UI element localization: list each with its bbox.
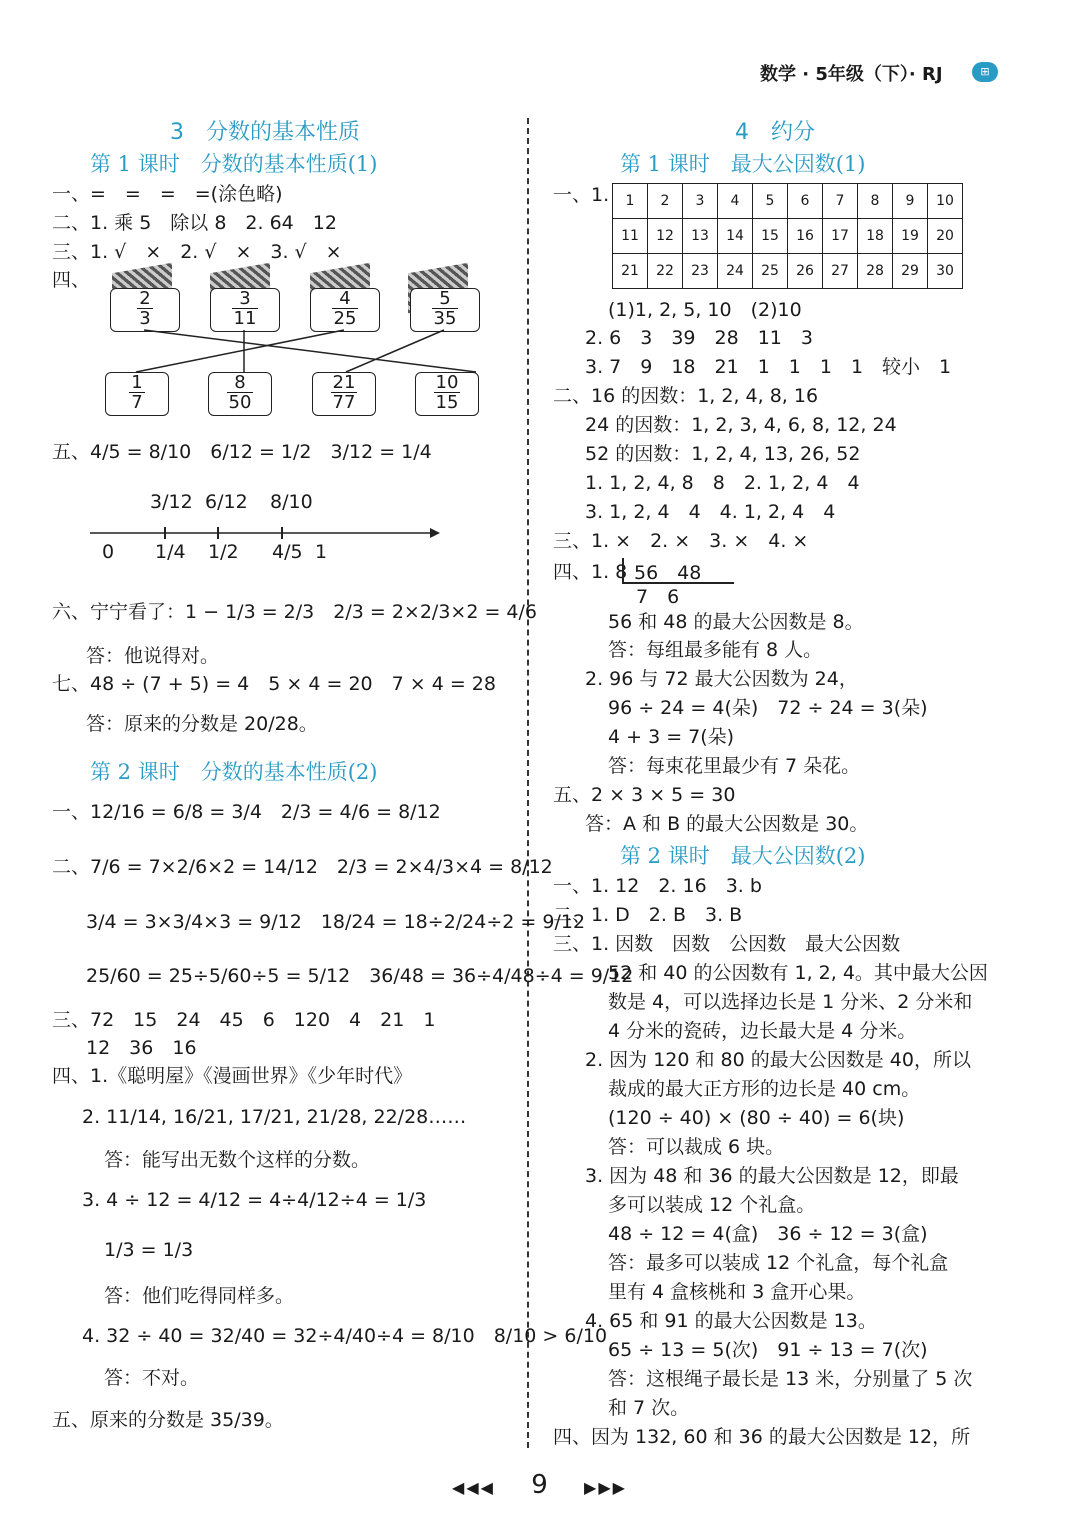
answer-line: 和 7 次。 bbox=[608, 1397, 690, 1419]
grid-cell: 21 bbox=[613, 254, 648, 289]
answer-line: 五、4/5 = 8/10 6/12 = 1/2 3/12 = 1/4 bbox=[52, 441, 432, 463]
answer-line: 1. 1, 2, 4, 8 8 2. 1, 2, 4 4 bbox=[585, 472, 860, 494]
answer-line: 3. 4 ÷ 12 = 4/12 = 4÷4/12÷4 = 1/3 bbox=[82, 1189, 427, 1211]
numerator: 1 bbox=[131, 372, 143, 393]
answer-line: 五、2 × 3 × 5 = 30 bbox=[553, 784, 736, 806]
answer-line: 三、1. × 2. × 3. × 4. × bbox=[553, 530, 809, 552]
grid-cell: 17 bbox=[823, 219, 858, 254]
answer-line: 三、1. √ × 2. √ × 3. √ × bbox=[52, 241, 342, 263]
answer-line: 四、1. 8 bbox=[553, 561, 628, 583]
answer-line: 答：不对。 bbox=[104, 1367, 200, 1389]
answer-line: 1/3 = 1/3 bbox=[104, 1239, 194, 1261]
short-division: 56 48 bbox=[622, 558, 734, 584]
grid-cell: 28 bbox=[858, 254, 893, 289]
grid-cell: 29 bbox=[893, 254, 928, 289]
grid-cell: 13 bbox=[683, 219, 718, 254]
denominator: 7 bbox=[131, 392, 143, 413]
answer-line: 答：可以裁成 6 块。 bbox=[608, 1136, 785, 1158]
numerator: 8 bbox=[227, 373, 254, 393]
answer-line: 2. 96 与 72 最大公因数为 24， bbox=[585, 668, 858, 690]
grid-cell: 25 bbox=[753, 254, 788, 289]
fraction-card bbox=[105, 372, 169, 416]
grid-cell: 15 bbox=[753, 219, 788, 254]
grid-cell: 6 bbox=[788, 184, 823, 219]
answer-line: 一、12/16 = 6/8 = 3/4 2/3 = 4/6 = 8/12 bbox=[52, 801, 441, 823]
denominator: 25 bbox=[333, 308, 357, 329]
numerator: 10 bbox=[435, 372, 459, 393]
answer-line: 25/60 = 25÷5/60÷5 = 5/12 36/48 = 36÷4/48÷4 = 9/12 bbox=[86, 965, 634, 987]
answer-line: 52 的因数：1, 2, 4, 13, 26, 52 bbox=[585, 443, 861, 465]
lesson-title: 第 2 课时 最大公因数(2) bbox=[620, 844, 866, 868]
section-title-left: 3 分数的基本性质 bbox=[170, 120, 360, 145]
lesson-title: 第 1 课时 分数的基本性质(1) bbox=[90, 152, 378, 176]
answer-line: 65 ÷ 13 = 5(次) 91 ÷ 13 = 7(次) bbox=[608, 1339, 928, 1361]
answer-line: 裁成的最大正方形的边长是 40 cm。 bbox=[608, 1078, 921, 1100]
answer-line: 二、16 的因数：1, 2, 4, 8, 16 bbox=[553, 385, 819, 407]
column-divider bbox=[527, 118, 529, 1448]
number-line-label: 1 bbox=[315, 541, 328, 563]
answer-line: 四、1.《聪明屋》《漫画世界》《少年时代》 bbox=[52, 1065, 413, 1087]
answer-line: (1)1, 2, 5, 10 (2)10 bbox=[608, 299, 802, 321]
answer-line: 二、1. 乘 5 除以 8 2. 64 12 bbox=[52, 212, 337, 234]
grid-cell: 14 bbox=[718, 219, 753, 254]
grid-cell: 27 bbox=[823, 254, 858, 289]
answer-line: 答：A 和 B 的最大公因数是 30。 bbox=[585, 813, 869, 835]
answer-line: 答：最多可以装成 12 个礼盒，每个礼盒 bbox=[608, 1252, 949, 1274]
numerator: 4 bbox=[332, 289, 359, 309]
grid-cell: 7 bbox=[823, 184, 858, 219]
answer-line: 答：原来的分数是 20/28。 bbox=[86, 713, 318, 735]
answer-line: 四、 bbox=[52, 269, 91, 291]
number-line-top-label: 6/12 bbox=[205, 491, 248, 513]
answer-line: 52 和 40 的公因数有 1, 2, 4。其中最大公因 bbox=[608, 962, 988, 984]
answer-line: 56 和 48 的最大公因数是 8。 bbox=[608, 611, 864, 633]
fraction-card bbox=[415, 372, 479, 416]
grid-cell: 9 bbox=[893, 184, 928, 219]
grid-cell: 3 bbox=[683, 184, 718, 219]
grid-cell: 10 bbox=[928, 184, 963, 219]
answer-line: 三、72 15 24 45 6 120 4 21 1 bbox=[52, 1009, 436, 1031]
number-line-top-label: 3/12 bbox=[150, 491, 193, 513]
answer-line: 4. 32 ÷ 40 = 32/40 = 32÷4/40÷4 = 8/10 8/10 > 6/10 bbox=[82, 1325, 608, 1347]
answer-line: 三、1. 因数 因数 公因数 最大公因数 bbox=[553, 933, 901, 955]
denominator: 50 bbox=[228, 392, 252, 413]
division-quotient: 7 6 bbox=[636, 586, 680, 608]
answer-line: 答：他说得对。 bbox=[86, 645, 220, 667]
answer-line: 里有 4 盒核桃和 3 盒开心果。 bbox=[608, 1281, 866, 1303]
answer-line: 答：每束花里最少有 7 朵花。 bbox=[608, 755, 861, 777]
number-line bbox=[90, 525, 440, 545]
grid-cell: 30 bbox=[928, 254, 963, 289]
grid-cell: 16 bbox=[788, 219, 823, 254]
denominator: 15 bbox=[435, 392, 459, 413]
number-grid bbox=[612, 183, 963, 289]
number-line-top-label: 8/10 bbox=[270, 491, 313, 513]
page-header: 数学 · 5年级（下）· RJ bbox=[760, 64, 943, 85]
answer-line: 一、1. bbox=[553, 184, 610, 206]
matching-lines bbox=[0, 0, 527, 420]
answer-line: 2. 因为 120 和 80 的最大公因数是 40，所以 bbox=[585, 1049, 971, 1071]
number-line-label: 0 bbox=[102, 541, 115, 563]
answer-line: 2. 11/14, 16/21, 17/21, 21/28, 22/28…… bbox=[82, 1106, 467, 1128]
answer-line: 12 36 16 bbox=[86, 1037, 197, 1059]
answer-line: 一、= = = =(涂色略) bbox=[52, 183, 283, 205]
answer-line: 3/4 = 3×3/4×3 = 9/12 18/24 = 18÷2/24÷2 = 9/12 bbox=[86, 911, 586, 933]
answer-line: 4 + 3 = 7(朵) bbox=[608, 726, 735, 748]
answer-line: 2. 6 3 39 28 11 3 bbox=[585, 327, 813, 349]
page-footer bbox=[0, 1470, 1079, 1500]
fraction-card bbox=[312, 372, 376, 416]
page-number: 9 bbox=[531, 1470, 548, 1500]
numerator: 5 bbox=[432, 289, 459, 309]
number-line-label: 1/2 bbox=[208, 541, 239, 563]
grid-cell: 8 bbox=[858, 184, 893, 219]
answer-line: 24 的因数：1, 2, 3, 4, 6, 8, 12, 24 bbox=[585, 414, 897, 436]
grid-cell: 19 bbox=[893, 219, 928, 254]
grid-cell: 24 bbox=[718, 254, 753, 289]
answer-line: 数是 4，可以选择边长是 1 分米、2 分米和 bbox=[608, 991, 973, 1013]
answer-line: 二、1. D 2. B 3. B bbox=[553, 904, 743, 926]
answer-line: 4. 65 和 91 的最大公因数是 13。 bbox=[585, 1310, 877, 1332]
answer-line: 3. 因为 48 和 36 的最大公因数是 12，即最 bbox=[585, 1165, 959, 1187]
answer-line: 四、因为 132, 60 和 36 的最大公因数是 12，所 bbox=[553, 1426, 971, 1448]
answer-line: 96 ÷ 24 = 4(朵) 72 ÷ 24 = 3(朵) bbox=[608, 697, 928, 719]
answer-line: 五、原来的分数是 35/39。 bbox=[52, 1409, 284, 1431]
answer-line: 二、7/6 = 7×2/6×2 = 14/12 2/3 = 2×4/3×4 = 8/12 bbox=[52, 856, 553, 878]
fraction-card bbox=[208, 372, 272, 416]
denominator: 35 bbox=[433, 308, 457, 329]
section-title-right: 4 约分 bbox=[735, 120, 815, 145]
numerator: 2 bbox=[139, 288, 151, 309]
grid-cell: 26 bbox=[788, 254, 823, 289]
answer-line: 答：能写出无数个这样的分数。 bbox=[104, 1149, 371, 1171]
answer-line: 答：每组最多能有 8 人。 bbox=[608, 639, 823, 661]
grid-cell: 22 bbox=[648, 254, 683, 289]
answer-line: 3. 7 9 18 21 1 1 1 1 较小 1 bbox=[585, 356, 952, 378]
grid-cell: 23 bbox=[683, 254, 718, 289]
answer-line: 答：这根绳子最长是 13 米，分别量了 5 次 bbox=[608, 1368, 973, 1390]
answer-line: 3. 1, 2, 4 4 4. 1, 2, 4 4 bbox=[585, 501, 836, 523]
lesson-title: 第 2 课时 分数的基本性质(2) bbox=[90, 760, 378, 784]
lesson-title: 第 1 课时 最大公因数(1) bbox=[620, 152, 866, 176]
answer-line: 多可以装成 12 个礼盒。 bbox=[608, 1194, 816, 1216]
number-line-label: 4/5 bbox=[272, 541, 303, 563]
grid-cell: 11 bbox=[613, 219, 648, 254]
grid-cell: 20 bbox=[928, 219, 963, 254]
denominator: 3 bbox=[139, 308, 151, 329]
book-icon: ⊞ bbox=[972, 62, 998, 82]
denominator: 11 bbox=[233, 308, 257, 329]
denominator: 77 bbox=[332, 392, 356, 413]
answer-line: 答：他们吃得同样多。 bbox=[104, 1285, 295, 1307]
answer-line: 48 ÷ 12 = 4(盒) 36 ÷ 12 = 3(盒) bbox=[608, 1223, 928, 1245]
answer-line: 六、宁宁看了：1 − 1/3 = 2/3 2/3 = 2×2/3×2 = 4/6 bbox=[52, 601, 537, 623]
grid-cell: 12 bbox=[648, 219, 683, 254]
grid-cell: 18 bbox=[858, 219, 893, 254]
answer-line: (120 ÷ 40) × (80 ÷ 40) = 6(块) bbox=[608, 1107, 905, 1129]
numerator: 21 bbox=[332, 372, 356, 393]
answer-line: 4 分米的瓷砖，边长最大是 4 分米。 bbox=[608, 1020, 917, 1042]
answer-line: 一、1. 12 2. 16 3. b bbox=[553, 875, 762, 897]
numerator: 3 bbox=[232, 289, 259, 309]
prev-page-icon[interactable]: ◀◀◀ bbox=[452, 1478, 495, 1497]
next-page-icon[interactable]: ▶▶▶ bbox=[584, 1478, 627, 1497]
answer-line: 七、48 ÷ (7 + 5) = 4 5 × 4 = 20 7 × 4 = 28 bbox=[52, 673, 496, 695]
grid-cell: 2 bbox=[648, 184, 683, 219]
grid-cell: 4 bbox=[718, 184, 753, 219]
grid-cell: 5 bbox=[753, 184, 788, 219]
number-line-label: 1/4 bbox=[155, 541, 186, 563]
grid-cell: 1 bbox=[613, 184, 648, 219]
